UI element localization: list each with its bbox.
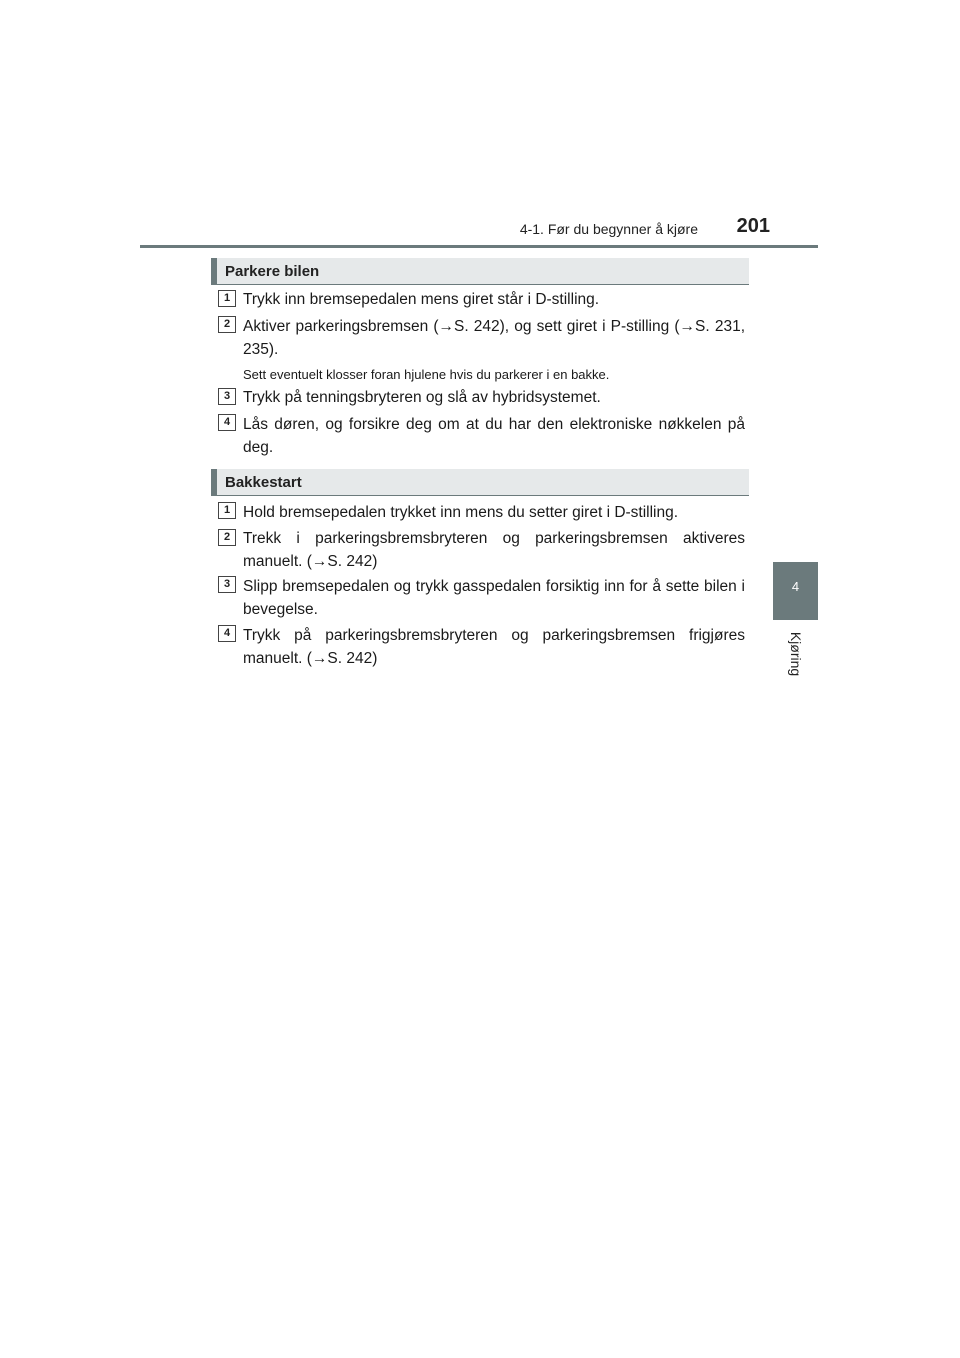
chapter-tab: 4 xyxy=(773,562,818,620)
step-number: 2 xyxy=(218,529,236,546)
section-header-bakkestart xyxy=(211,469,749,496)
section-header-parkere-bilen xyxy=(211,258,749,285)
section-title: 4-1. Før du begynner å kjøre xyxy=(519,221,698,237)
section-heading: Parkere bilen xyxy=(225,263,320,280)
chapter-label: Kjøring xyxy=(788,631,804,677)
step-number: 3 xyxy=(218,388,236,405)
step-text: Slipp bremsepedalen og trykk gasspedalen forsiktig inn for å sette bilen i bevegelse. xyxy=(243,578,745,618)
step-number: 1 xyxy=(218,290,236,307)
step-number: 4 xyxy=(218,625,236,642)
step-text: Trykk på parkeringsbremsbryteren og parkeringsbremsen frigjøres manuelt. (→S. 242) xyxy=(243,627,745,667)
step-number: 2 xyxy=(218,316,236,333)
step-text: Trykk på tenningsbryteren og slå av hybridsystemet. xyxy=(243,389,601,406)
step-number: 3 xyxy=(218,576,236,593)
page-header xyxy=(140,215,818,248)
step-text: Trykk inn bremsepedalen mens giret står i D-stilling. xyxy=(243,291,600,308)
step-number: 4 xyxy=(218,414,236,431)
page-number: 201 xyxy=(736,215,770,237)
step-number: 1 xyxy=(218,502,236,519)
step-note: Sett eventuelt klosser foran hjulene hvis du parkerer i en bakke. xyxy=(243,367,610,382)
step-text: Lås døren, og forsikre deg om at du har den elektroniske nøkkelen på deg. xyxy=(243,416,745,456)
step-text: Aktiver parkeringsbremsen (→S. 242), og sett giret i P-stilling (→S. 231, 235). xyxy=(243,318,745,358)
section-heading: Bakkestart xyxy=(225,474,302,491)
step-text: Trekk i parkeringsbremsbryteren og parkeringsbremsen aktiveres manuelt. (→S. 242) xyxy=(243,530,745,570)
step-text: Hold bremsepedalen trykket inn mens du setter giret i D-stilling. xyxy=(243,504,679,521)
